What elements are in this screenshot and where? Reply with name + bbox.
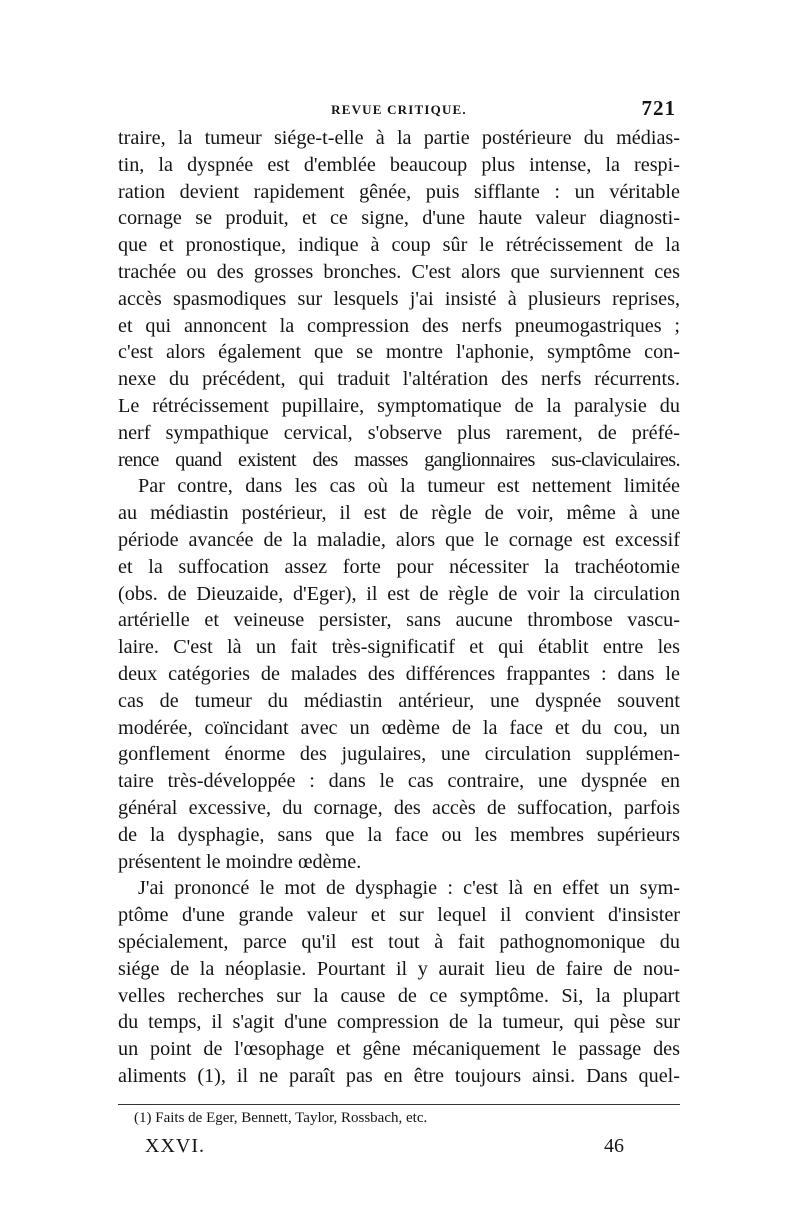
running-head [118,96,680,126]
text-line: aliments (1), il ne paraît pas en être toujours ainsi. Dans quel- [118,1064,680,1087]
text-line: deux catégories de malades des différences frappantes : dans le [118,662,680,685]
text-line: et la suffocation assez forte pour nécessiter la trachéotomie [118,555,680,578]
text-line: nerf sympathique cervical, s'observe plus rarement, de préfé- [118,421,680,444]
text-line: trachée ou des grosses bronches. C'est alors que surviennent ces [118,260,680,283]
text-line: un point de l'œsophage et gêne mécaniquement le passage des [118,1038,680,1061]
sheet-number: 46 [604,1135,624,1157]
text-line: période avancée de la maladie, alors que le cornage est excessif [118,528,680,551]
text-line: artérielle et veineuse persister, sans aucune thrombose vascu- [118,609,680,632]
footnote: (1) Faits de Eger, Bennett, Taylor, Rossbach, etc. [134,1110,428,1126]
page-number: 721 [641,96,676,120]
text-line: modérée, coïncidant avec un œdème de la face et du cou, un [118,716,680,739]
text-line: cornage se produit, et ce signe, d'une haute valeur diagnosti- [118,207,680,230]
body-text [118,125,680,1090]
text-line: cas de tumeur du médiastin antérieur, une dyspnée souvent [118,689,680,712]
paragraph-start-line: Par contre, dans les cas où la tumeur est nettement limitée [138,475,680,498]
text-line: du temps, il s'agit d'une compression de la tumeur, qui pèse sur [118,1011,680,1034]
text-line: tin, la dyspnée est d'emblée beaucoup plus intense, la respi- [118,153,680,176]
text-line: c'est alors également que se montre l'aphonie, symptôme con- [118,341,680,364]
text-line: Le rétrécissement pupillaire, symptomatique de la paralysie du [118,394,680,417]
paragraph-start-line: J'ai prononcé le mot de dysphagie : c'est là en effet un sym- [138,877,680,900]
text-line: traire, la tumeur siége-t-elle à la partie postérieure du médias- [118,127,680,149]
text-line: siége de la néoplasie. Pourtant il y aurait lieu de faire de nou- [118,957,680,980]
text-line: nexe du précédent, qui traduit l'altération des nerfs récurrents. [118,368,680,391]
text-line: ration devient rapidement gênée, puis sifflante : un véritable [118,180,680,203]
running-title: REVUE CRITIQUE. [331,102,467,117]
text-line: laire. C'est là un fait très-significatif et qui établit entre les [118,636,680,659]
text-line: général excessive, du cornage, des accès de suffocation, parfois [118,796,680,819]
footnote-divider [118,1104,680,1105]
text-line: de la dysphagie, sans que la face ou les membres supérieurs [118,823,680,846]
text-line: accès spasmodiques sur lesquels j'ai insisté à plusieurs reprises, [118,287,680,310]
signature-mark: XXVI. [145,1135,205,1157]
text-line: ptôme d'une grande valeur et sur lequel il convient d'insister [118,904,680,927]
text-line: gonflement énorme des jugulaires, une circulation supplémen- [118,743,680,766]
text-line: velles recherches sur la cause de ce symptôme. Si, la plupart [118,984,680,1007]
text-line: taire très-développée : dans le cas contraire, une dyspnée en [118,770,680,793]
text-line: et qui annoncent la compression des nerfs pneumogastriques ; [118,314,680,337]
text-line: au médiastin postérieur, il est de règle de voir, même à une [118,502,680,525]
text-line: (obs. de Dieuzaide, d'Eger), il est de règle de voir la circulation [118,582,680,605]
paragraph-end-line: présentent le moindre œdème. [118,850,362,873]
text-line: que et pronostique, indique à coup sûr le rétrécissement de la [118,234,680,257]
text-line: rence quand existent des masses ganglionnaires sus-claviculaires. [118,448,680,471]
text-line: spécialement, parce qu'il est tout à fait pathognomonique du [118,930,680,953]
